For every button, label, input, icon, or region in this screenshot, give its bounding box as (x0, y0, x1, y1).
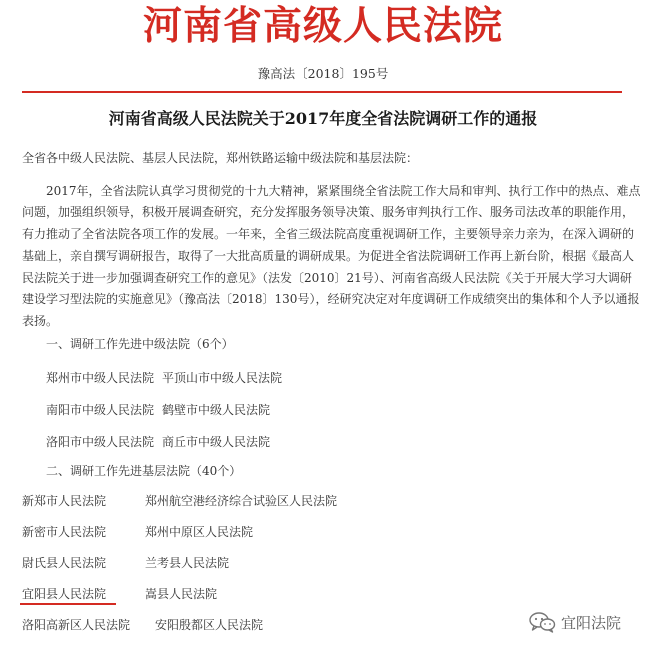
notice-title: 河南省高级人民法院关于2017年度全省法院调研工作的通报 (108, 109, 538, 128)
body-paragraph-line: 民法院关于进一步加强调查研究工作的意见》（法发〔2010〕21号）、河南省高级人民法院《关于开展大学习大调研 (22, 271, 632, 285)
addressee-line: 全省各中级人民法院、基层人民法院，郑州铁路运输中级法院和基层法院： (22, 151, 419, 165)
court-name: 新郑市人民法院 (22, 494, 107, 508)
masthead-title: 河南省高级人民法院 (142, 3, 503, 49)
court-name: 嵩县人民法院 (145, 587, 218, 601)
watermark-label: 宜阳法院 (561, 613, 622, 632)
court-name: 商丘市中级人民法院 (162, 435, 271, 449)
body-paragraph-line: 有力推动了全省法院各项工作的发展。一年来，全省三级法院高度重视调研工作，主要领导亲力亲为，在深入调研的 (22, 227, 635, 241)
body-paragraph-line: 问题，加强组织领导，积极开展调查研究，充分发挥服务领导决策、服务审判执行工作、服务司法改革的职能作用， (22, 205, 635, 219)
section-heading-intermediate: 一、调研工作先进中级法院（6个） (46, 337, 234, 351)
wechat-watermark (528, 611, 621, 633)
document-number: 豫高法〔2018〕195号 (257, 66, 389, 81)
court-name: 尉氏县人民法院 (22, 556, 107, 570)
court-name: 兰考县人民法院 (145, 556, 230, 570)
wechat-icon (528, 611, 556, 633)
court-name: 洛阳高新区人民法院 (22, 618, 131, 632)
court-name: 南阳市中级人民法院 (46, 403, 155, 417)
body-paragraph-line: 建设学习型法院的实施意见》（豫高法〔2018〕130号），经研究决定对年度调研工作成绩突出的集体和个人予以通报 (22, 292, 640, 306)
section-heading-basic: 二、调研工作先进基层法院（40个） (46, 464, 242, 478)
body-paragraph-line: 基础上，亲自撰写调研报告，取得了一大批高质量的调研成果。为促进全省法院调研工作再上新台阶，根据《最高人 (22, 249, 635, 263)
body-paragraph-line: 2017年，全省法院认真学习贯彻党的十九大精神，紧紧围绕全省法院工作大局和审判、执行工作中的热点、难点 (46, 184, 641, 198)
court-name: 郑州航空港经济综合试验区人民法院 (145, 494, 338, 508)
highlight-underline (20, 603, 116, 605)
court-name: 平顶山市中级人民法院 (162, 371, 283, 385)
red-divider-line (22, 91, 622, 93)
court-name: 郑州市中级人民法院 (46, 371, 155, 385)
court-name-highlighted: 宜阳县人民法院 (22, 587, 107, 601)
body-paragraph-line: 表扬。 (22, 314, 59, 328)
court-name: 新密市人民法院 (22, 525, 107, 539)
court-name: 安阳殷都区人民法院 (155, 618, 264, 632)
court-name: 郑州中原区人民法院 (145, 525, 254, 539)
court-name: 洛阳市中级人民法院 (46, 435, 155, 449)
court-name: 鹤壁市中级人民法院 (162, 403, 271, 417)
